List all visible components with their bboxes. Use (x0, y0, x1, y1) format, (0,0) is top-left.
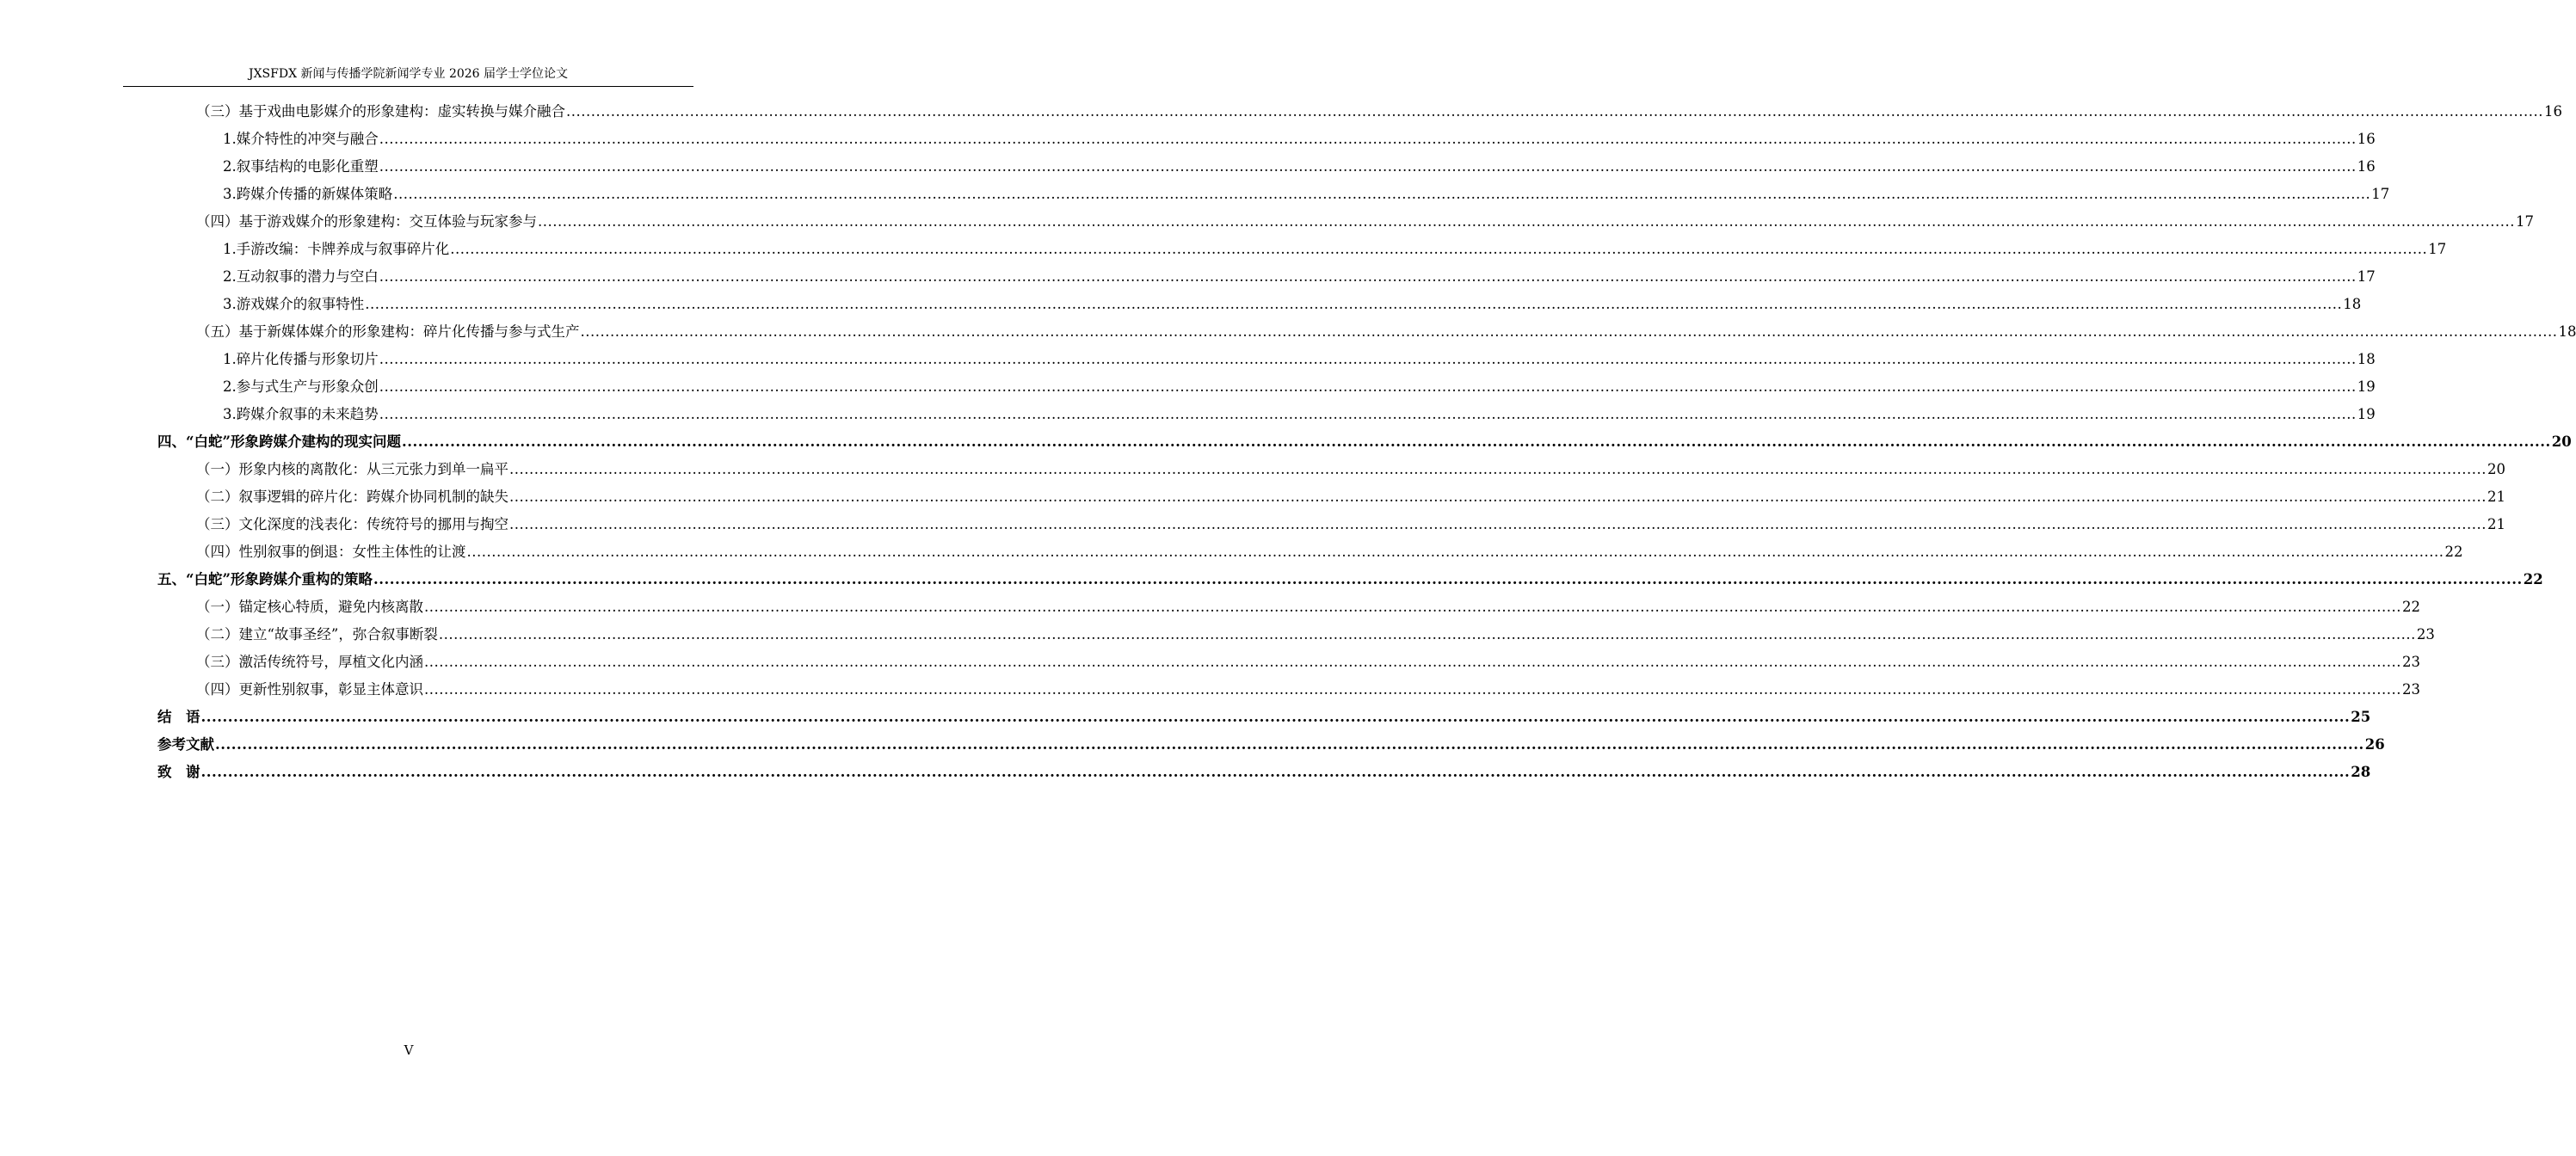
toc-entry-page: 28 (2351, 764, 2371, 780)
toc-leader-dots: ................................................................................................................................................................................................................................................................................................................................................................................................................ (393, 186, 2371, 202)
toc-entry-title: （三）基于戏曲电影媒介的形象建构：虚实转换与媒介融合 (196, 103, 565, 120)
toc-entry[interactable] (196, 540, 2463, 564)
toc-leader-dots: ................................................................................................................................................................................................................................................................................................................................................................................................................ (379, 268, 2357, 285)
toc-entry[interactable] (223, 155, 2376, 179)
toc-leader-dots: ................................................................................................................................................................................................................................................................................................................................................................................................................ (373, 571, 2523, 587)
toc-entry[interactable] (196, 595, 2420, 619)
toc-leader-dots: ................................................................................................................................................................................................................................................................................................................................................................................................................ (365, 296, 2343, 312)
toc-entry[interactable] (223, 403, 2376, 427)
toc-entry-page: 19 (2357, 378, 2376, 395)
toc-entry-page: 25 (2351, 709, 2371, 725)
toc-entry[interactable] (196, 513, 2505, 537)
toc-entry[interactable] (223, 347, 2376, 372)
toc-leader-dots: ................................................................................................................................................................................................................................................................................................................................................................................................................ (566, 103, 2543, 120)
toc-entry-page: 16 (2357, 158, 2376, 175)
toc-leader-dots: ................................................................................................................................................................................................................................................................................................................................................................................................................ (379, 406, 2357, 422)
toc-entry[interactable] (223, 375, 2376, 399)
toc-leader-dots: ................................................................................................................................................................................................................................................................................................................................................................................................................ (200, 709, 2351, 725)
toc-leader-dots: ................................................................................................................................................................................................................................................................................................................................................................................................................ (424, 681, 2401, 698)
toc-entry[interactable] (157, 430, 2572, 454)
toc-entry[interactable] (157, 705, 2371, 729)
header-rule (123, 86, 693, 87)
toc-entry[interactable] (196, 100, 2562, 124)
toc-entry-title: （四）更新性别叙事，彰显主体意识 (196, 681, 423, 698)
toc-leader-dots: ................................................................................................................................................................................................................................................................................................................................................................................................................ (509, 489, 2487, 505)
toc-entry-page: 22 (2401, 599, 2420, 615)
toc-entry-page: 22 (2523, 571, 2543, 587)
toc-entry-title: 致 谢 (157, 764, 200, 780)
toc-entry[interactable] (196, 458, 2505, 482)
toc-entry-title: 五、“白蛇”形象跨媒介重构的策略 (157, 571, 373, 587)
toc-entry[interactable] (196, 623, 2435, 647)
toc-leader-dots: ................................................................................................................................................................................................................................................................................................................................................................................................................ (580, 323, 2558, 340)
toc-entry-title: （五）基于新媒体媒介的形象建构：碎片化传播与参与式生产 (196, 323, 580, 340)
toc-entry-title: 3.跨媒介叙事的未来趋势 (223, 406, 379, 422)
toc-leader-dots: ................................................................................................................................................................................................................................................................................................................................................................................................................ (200, 764, 2351, 780)
toc-leader-dots: ................................................................................................................................................................................................................................................................................................................................................................................................................ (215, 736, 2364, 753)
toc-leader-dots: ................................................................................................................................................................................................................................................................................................................................................................................................................ (379, 158, 2357, 175)
toc-entry-title: 参考文献 (157, 736, 214, 753)
toc-entry[interactable] (223, 237, 2447, 261)
toc-entry[interactable] (157, 568, 2543, 592)
toc-entry-page: 18 (2558, 323, 2576, 340)
toc-leader-dots: ................................................................................................................................................................................................................................................................................................................................................................................................................ (379, 131, 2357, 147)
toc-entry-page: 18 (2357, 351, 2376, 367)
toc-entry[interactable] (196, 210, 2534, 234)
toc-entry-title: （四）性别叙事的倒退：女性主体性的让渡 (196, 544, 466, 560)
toc-entry[interactable] (196, 320, 2576, 344)
toc-leader-dots: ................................................................................................................................................................................................................................................................................................................................................................................................................ (424, 654, 2401, 670)
toc-entry-page: 26 (2364, 736, 2385, 753)
toc-entry[interactable] (223, 182, 2390, 206)
toc-entry[interactable] (157, 760, 2371, 784)
toc-leader-dots: ................................................................................................................................................................................................................................................................................................................................................................................................................ (438, 626, 2416, 643)
toc-entry-title: 结 语 (157, 709, 200, 725)
toc-entry-title: 3.游戏媒介的叙事特性 (223, 296, 365, 312)
toc-entry[interactable] (223, 265, 2376, 289)
toc-entry-title: 1.媒介特性的冲突与融合 (223, 131, 379, 147)
toc-entry-page: 16 (2357, 131, 2376, 147)
toc-leader-dots: ................................................................................................................................................................................................................................................................................................................................................................................................................ (424, 599, 2401, 615)
toc-entry-page: 20 (2487, 461, 2505, 477)
toc-entry-page: 21 (2487, 489, 2505, 505)
toc-entry-title: 四、“白蛇”形象跨媒介建构的现实问题 (157, 434, 401, 450)
toc-leader-dots: ................................................................................................................................................................................................................................................................................................................................................................................................................ (538, 213, 2515, 230)
toc-leader-dots: ................................................................................................................................................................................................................................................................................................................................................................................................................ (466, 544, 2444, 560)
toc-entry-title: （二）建立“故事圣经”，弥合叙事断裂 (196, 626, 438, 643)
toc-leader-dots: ................................................................................................................................................................................................................................................................................................................................................................................................................ (450, 241, 2428, 257)
toc-entry-page: 22 (2444, 544, 2463, 560)
toc-entry-title: （一）锚定核心特质，避免内核离散 (196, 599, 423, 615)
toc-entry-title: 1.手游改编：卡牌养成与叙事碎片化 (223, 241, 450, 257)
toc-entry-page: 16 (2543, 103, 2562, 120)
toc-entry-title: （三）文化深度的浅表化：传统符号的挪用与掏空 (196, 516, 508, 532)
toc-entry-page: 20 (2551, 434, 2572, 450)
toc-entry-page: 19 (2357, 406, 2376, 422)
toc-entry-page: 17 (2515, 213, 2534, 230)
toc-entry-page: 18 (2343, 296, 2362, 312)
toc-entry[interactable] (223, 127, 2376, 151)
toc-leader-dots: ................................................................................................................................................................................................................................................................................................................................................................................................................ (509, 461, 2487, 477)
toc-entry-page: 23 (2401, 654, 2420, 670)
running-header: JXSFDX 新闻与传播学院新闻学专业 2026 届学士学位论文 (248, 67, 569, 81)
toc-leader-dots: ................................................................................................................................................................................................................................................................................................................................................................................................................ (379, 378, 2357, 395)
page-number: V (404, 1042, 414, 1058)
toc-entry[interactable] (196, 678, 2420, 702)
toc-leader-dots: ................................................................................................................................................................................................................................................................................................................................................................................................................ (379, 351, 2357, 367)
toc-entry[interactable] (157, 733, 2385, 757)
toc-leader-dots: ................................................................................................................................................................................................................................................................................................................................................................................................................ (401, 434, 2551, 450)
toc-entry-page: 23 (2416, 626, 2435, 643)
toc-entry-title: 3.跨媒介传播的新媒体策略 (223, 186, 393, 202)
toc-entry[interactable] (223, 292, 2362, 317)
toc-entry-title: 2.叙事结构的电影化重塑 (223, 158, 379, 175)
toc-entry-page: 23 (2401, 681, 2420, 698)
toc-entry-title: （四）基于游戏媒介的形象建构：交互体验与玩家参与 (196, 213, 537, 230)
toc-entry-page: 17 (2357, 268, 2376, 285)
toc-entry-page: 17 (2371, 186, 2390, 202)
toc-entry-page: 21 (2487, 516, 2505, 532)
toc-entry-title: 1.碎片化传播与形象切片 (223, 351, 379, 367)
toc-entry-title: 2.互动叙事的潜力与空白 (223, 268, 379, 285)
toc-entry-title: 2.参与式生产与形象众创 (223, 378, 379, 395)
toc-entry[interactable] (196, 485, 2505, 509)
toc-entry-title: （三）激活传统符号，厚植文化内涵 (196, 654, 423, 670)
toc-leader-dots: ................................................................................................................................................................................................................................................................................................................................................................................................................ (509, 516, 2487, 532)
toc-entry-title: （一）形象内核的离散化：从三元张力到单一扁平 (196, 461, 508, 477)
toc-entry[interactable] (196, 650, 2420, 674)
toc-entry-title: （二）叙事逻辑的碎片化：跨媒介协同机制的缺失 (196, 489, 508, 505)
toc-entry-page: 17 (2428, 241, 2447, 257)
